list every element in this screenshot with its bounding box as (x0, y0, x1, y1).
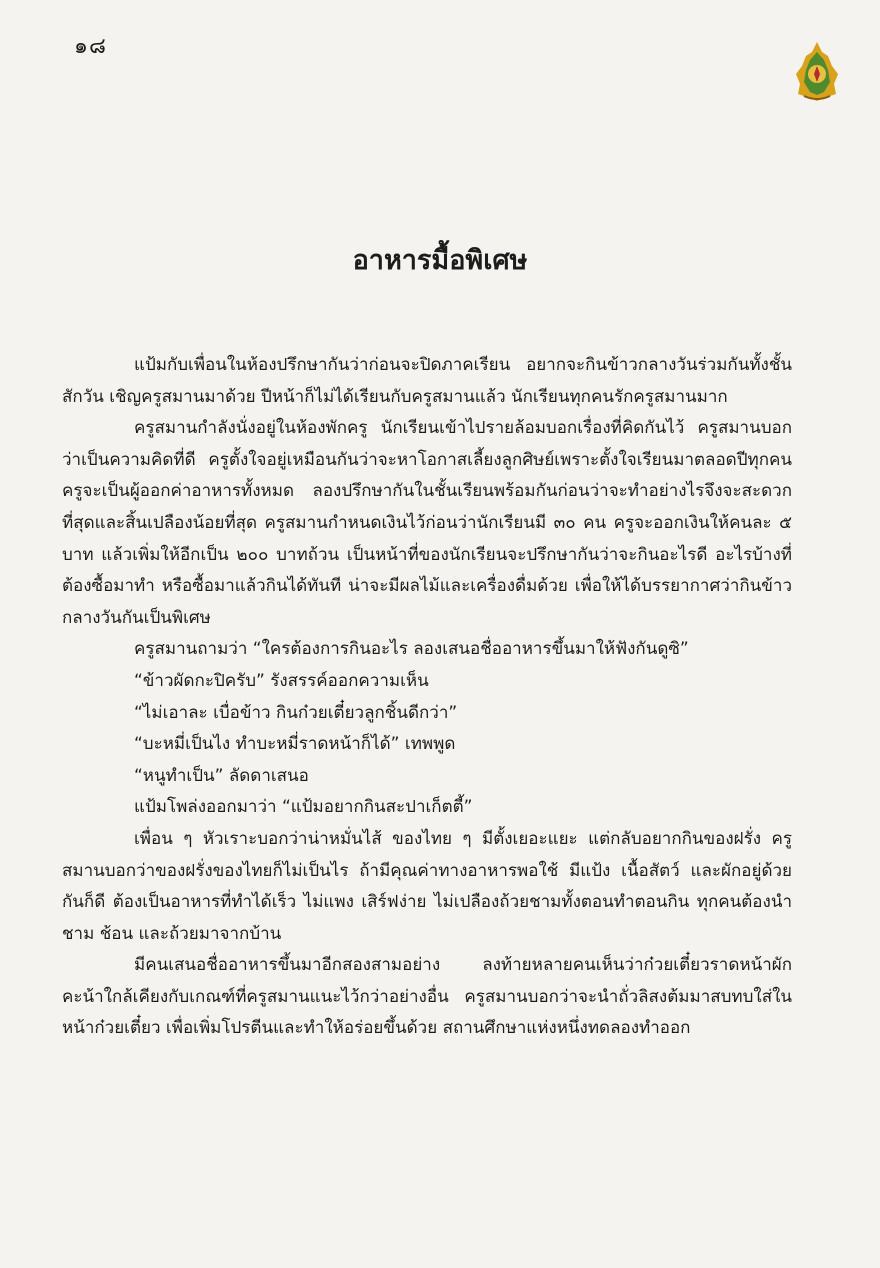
body-text (62, 350, 792, 1045)
dialogue-line: “หนูทำเป็น” ลัดดาเสนอ (134, 765, 309, 786)
dialogue-line: “ข้าวผัดกะปิครับ” รังสรรค์ออกความเห็น (134, 670, 429, 691)
paragraph: มีคนเสนอชื่ออาหารขึ้นมาอีกสองสามอย่าง ลงท้ายหลายคนเห็นว่าก๋วยเตี๋ยวราดหน้าผักคะน้าใกล้เคียงกับเกณฑ์ที่ครูสมานแนะไว้กว่าอย่างอื่น ครูสมานบอกว่าจะนำถั่วลิสงต้มมาสบทบใส่ในหน้าก๋วยเตี๋ยว เพื่อเพิ่มโปรตีนและทำให้อร่อยขึ้นด้วย สถานศึกษาแห่งหนึ่งทดลองทำออก (62, 955, 792, 1039)
article-title: อาหารมื้อพิเศษ (352, 245, 528, 276)
dialogue-line: ครูสมานถามว่า “ใครต้องการกินอะไร ลองเสนอชื่ออาหารขึ้นมาให้ฟังกันดูซิ” (134, 639, 689, 660)
paragraph: ครูสมานกำลังนั่งอยู่ในห้องพักครู นักเรียนเข้าไปรายล้อมบอกเรื่องที่คิดกันไว้ ครูสมานบอกว่าเป็นความคิดที่ดี ครูตั้งใจอยู่เหมือนกันว่าจะหาโอกาสเลี้ยงลูกศิษย์เพราะตั้งใจเรียนมาตลอดปีทุกคน ครูจะเป็นผู้ออกค่าอาหารทั้งหมด ลองปรึกษากันในชั้นเรียนพร้อมกันก่อนว่าจะทำอย่างไรจึงจะสะดวกที่สุดและสิ้นเปลืองน้อยที่สุด ครูสมานกำหนดเงินไว้ก่อนว่านักเรียนมี ๓๐ คน ครูจะออกเงินให้คนละ ๕ บาท แล้วเพิ่มให้อีกเป็น ๒๐๐ บาทถ้วน เป็นหน้าที่ของนักเรียนจะปรึกษากันว่าจะกินอะไรดี อะไรบ้างที่ต้องซื้อมาทำ หรือซื้อมาแล้วกินได้ทันที น่าจะมีผลไม้และเครื่องดื่มด้วย เพื่อให้ได้บรรยากาศว่ากินข้าวกลางวันกันเป็นพิเศษ (62, 418, 792, 628)
dialogue-line: “ไม่เอาละ เบื่อข้าว กินก๋วยเตี๋ยวลูกชิ้นดีกว่า” (134, 702, 458, 723)
paragraph: แป้มกับเพื่อนในห้องปรึกษากันว่าก่อนจะปิดภาคเรียน อยากจะกินข้าวกลางวันร่วมกันทั้งชั้นสักวัน เชิญครูสมานมาด้วย ปีหน้าก็ไม่ได้เรียนกับครูสมานแล้ว นักเรียนทุกคนรักครูสมานมาก (62, 355, 792, 407)
school-emblem-icon (794, 40, 840, 102)
dialogue-line: แป้มโพล่งออกมาว่า “แป้มอยากกินสะปาเก็ตตี้” (134, 797, 473, 818)
page-number: ๑๘ (74, 34, 107, 59)
dialogue-line: “บะหมี่เป็นไง ทำบะหมี่ราดหน้าก็ได้” เทพพูด (134, 734, 456, 755)
paragraph: เพื่อน ๆ หัวเราะบอกว่าน่าหมั่นไส้ ของไทย ๆ มีตั้งเยอะแยะ แต่กลับอยากกินของฝรั่ง ครูสมานบอกว่าของฝรั่งของไทยก็ไม่เป็นไร ถ้ามีคุณค่าทางอาหารพอใช้ มีแป้ง เนื้อสัตว์ และผักอยู่ด้วยกันก็ดี ต้องเป็นอาหารที่ทำได้เร็ว ไม่แพง เสิร์ฟง่าย ไม่เปลืองถ้วยชามทั้งตอนทำตอนกิน ทุกคนต้องนำชาม ช้อน และถ้วยมาจากบ้าน (62, 828, 792, 944)
